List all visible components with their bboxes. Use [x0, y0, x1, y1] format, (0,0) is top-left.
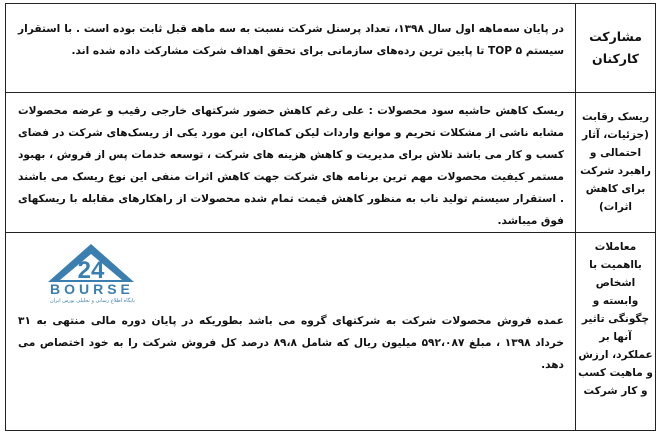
row-text: در پایان سه‌ماهه اول سال ۱۳۹۸، تعداد پرسنل شرکت نسبت به سه ماهه قبل ثابت بوده است . با استقرار سیستم TOP ۵ تا پایین ترین رده‌های سازمانی برای تحقق اهداف شرکت مشارکت داده شده اند. [18, 23, 564, 57]
bourse-logo [46, 242, 216, 304]
row-text: عمده فروش محصولات شرکت به شرکتهای گروه می باشد بطوریکه در پایان دوره مالی منتهی به ۳۱ خرداد ۱۳۹۸ ، مبلغ ۵۹۲،۰۸۷ میلیون ریال که شامل ۸۹،۸ درصد کل فروش شرکت را به خود اختصاص می دهد. [18, 315, 564, 371]
row-content [6, 232, 574, 430]
row-heading [575, 232, 655, 430]
logo-tagline: پایگاه اطلاع رسانی و تحلیلی بورس ایران [50, 298, 135, 304]
bourse-logo-icon [46, 242, 216, 304]
logo-word: BOURSE [50, 281, 134, 297]
row-heading [575, 4, 655, 92]
table-row [6, 92, 655, 233]
disclosure-table [5, 3, 656, 431]
row-content [6, 4, 574, 92]
row-text: ریسک کاهش حاشیه سود محصولات : علی رغم کاهش حضور شرکتهای خارجی رقیب و عرضه محصولات مشابه ناشی از مشکلات تحریم و موانع واردات لیکن کماکان، این مورد یکی از ریسک‌های شرکت در فضای کسب و کار می باشد تلاش برای مدیریت و کاهش هزینه های شرکت ، توسعه خدمات پس از فروش ، بهبود مستمر کیفیت محصولات مهم ترین برنامه های شرکت جهت کاهش اثرات منفی این نوع ریسک می باشند . استقرار سیستم تولید ناب به منظور کاهش قیمت تمام شده محصولات از راهکارهای مقابله با ریسکهای فوق میباشد. [18, 105, 564, 227]
logo-mark: 24 [77, 257, 105, 284]
row-content [6, 92, 574, 232]
row-heading-label: مشارکت کارکنان [589, 29, 642, 66]
row-heading-label: ریسک رقابت (جزئیات، آثار احتمالی و راهبرد شرکت برای کاهش اثرات) [580, 111, 651, 213]
table-row [6, 232, 655, 430]
table-row [6, 4, 655, 93]
row-heading [575, 92, 655, 232]
row-heading-label: معاملات بااهمیت با اشخاص وابسته و چگونگی تاثیر آنها بر عملکرد، ارزش و ماهیت کسب و کار شرکت [578, 241, 653, 397]
